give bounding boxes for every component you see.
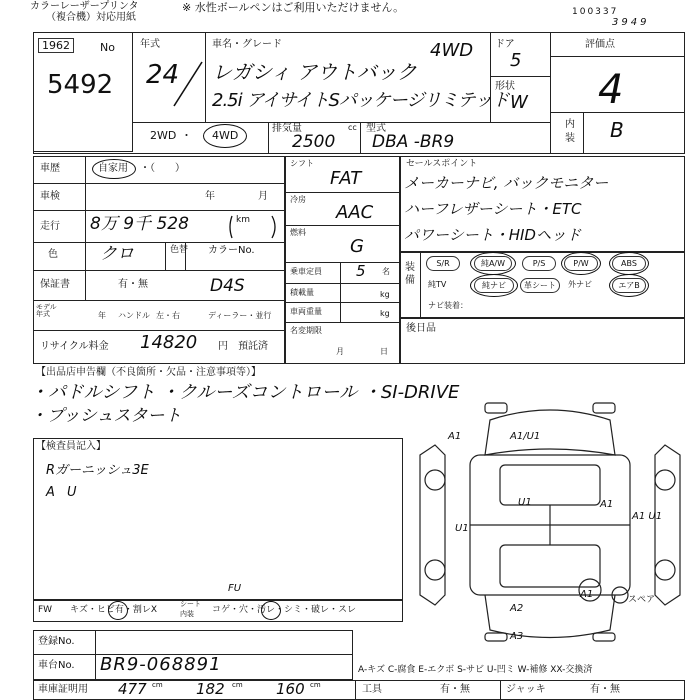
seat-circle bbox=[261, 601, 281, 620]
reg-date-day: 日 bbox=[380, 347, 388, 356]
model-year-unit: 年 bbox=[98, 311, 106, 320]
disp-label: 排気量 bbox=[272, 123, 302, 134]
score-label: 評価点 bbox=[585, 39, 615, 50]
mileage-unit: km bbox=[236, 215, 250, 225]
inspection-year: 年 bbox=[205, 191, 215, 202]
garage-cert-label: 車庫証明用 bbox=[38, 684, 88, 695]
year-label: 年式 bbox=[140, 39, 160, 50]
spare-label: スペア bbox=[628, 595, 656, 605]
equip-aw: 純A/W bbox=[474, 256, 512, 271]
jack-opts: 有・無 bbox=[590, 684, 620, 695]
mileage-bracket bbox=[228, 212, 284, 242]
inspection-label: 車検 bbox=[40, 191, 60, 202]
equip-leather: 革シート bbox=[520, 278, 560, 293]
mark-a2-rear: A2 bbox=[510, 603, 524, 614]
model-label: 型式 bbox=[366, 123, 386, 134]
seat-label: シート bbox=[180, 600, 201, 608]
car-grade: 2.5i アイサイトSパッケージリミテッド bbox=[212, 90, 509, 111]
tools-label: 工具 bbox=[362, 684, 382, 695]
equip-abs: ABS bbox=[612, 256, 646, 271]
equip-navi-circle bbox=[470, 274, 518, 297]
seats-unit: 名 bbox=[382, 267, 390, 276]
weight-label: 車両重量 bbox=[290, 307, 322, 316]
rear-items-label: 後日品 bbox=[406, 323, 436, 334]
handle-label: ハンドル bbox=[118, 311, 150, 320]
aircon-label: 冷房 bbox=[290, 195, 306, 204]
disp-value: 2500 bbox=[292, 132, 336, 152]
equipment-label: 装備 bbox=[405, 262, 415, 286]
interior-label-1: 内 bbox=[565, 119, 575, 130]
disp-unit: cc bbox=[348, 123, 357, 132]
recycle-value: 14820 bbox=[140, 332, 198, 353]
recycle-label: リサイクル料金 bbox=[40, 341, 109, 352]
interior-label-2: 装 bbox=[565, 133, 575, 144]
dim-unit-1: cm bbox=[152, 681, 163, 689]
warranty-opts: 有・無 bbox=[118, 279, 148, 290]
mark-u1-roof: U1 bbox=[518, 497, 532, 508]
dealer-label: ディーラー・並行 bbox=[208, 311, 272, 320]
sales-item-3: パワーシート・HIDヘッド bbox=[404, 226, 581, 244]
history-circle bbox=[92, 159, 136, 179]
shift-label: シフト bbox=[290, 159, 314, 168]
inspector-label: 【検査員記入】 bbox=[36, 441, 106, 452]
dim-unit-2: cm bbox=[232, 681, 243, 689]
equip-navi: 純ナビ bbox=[474, 278, 514, 293]
drive-handwritten: 4WD bbox=[430, 40, 474, 61]
drive-separator: ・ bbox=[181, 129, 192, 142]
equip-ext-navi: 外ナビ bbox=[568, 280, 592, 289]
inspector-line-1: Rガーニッシュ3E bbox=[46, 463, 149, 478]
drive-4wd-circle bbox=[203, 124, 247, 148]
history-rest: ・（ ） bbox=[140, 163, 185, 174]
equip-aw-circle bbox=[470, 252, 516, 275]
aircon-value: AAC bbox=[336, 202, 374, 223]
printer-note: カラーレーザープリンタ bbox=[30, 1, 139, 12]
mark-u1-side: U1 bbox=[455, 523, 469, 534]
top-right-number2: 3949 bbox=[612, 17, 650, 28]
navi-label: ナビ装着： bbox=[428, 301, 468, 310]
rear-items-frame bbox=[400, 318, 685, 364]
model-value: DBA -BR9 bbox=[372, 132, 455, 152]
lot-year-label: 1962 bbox=[38, 38, 74, 53]
fw-label: FW bbox=[38, 605, 53, 615]
equip-airbag-circle bbox=[609, 274, 649, 297]
top-right-number: 100337 bbox=[572, 7, 619, 17]
color-no-value: D4S bbox=[210, 276, 245, 296]
inspector-line-2: A U bbox=[46, 485, 81, 500]
mark-a1-u1-right: A1 U1 bbox=[632, 511, 663, 522]
color-no-label: カラーNo. bbox=[208, 245, 255, 256]
sales-label: セールスポイント bbox=[406, 159, 478, 169]
equip-airbag: エアB bbox=[612, 278, 646, 293]
dim-2: 182 bbox=[196, 680, 225, 698]
jack-label: ジャッキ bbox=[506, 684, 546, 695]
chassis-label: 車台No. bbox=[38, 660, 75, 671]
seat-sub-label: 内装 bbox=[180, 610, 194, 618]
load-label: 積載量 bbox=[290, 288, 314, 297]
equip-ps: P/S bbox=[522, 256, 556, 271]
name-label: 車名・グレード bbox=[212, 39, 282, 50]
fw-opts: キズ・ヒビ有・割レX bbox=[70, 605, 157, 615]
dim-3: 160 bbox=[276, 680, 305, 698]
mark-a1-u1-front: A1/U1 bbox=[510, 431, 541, 442]
year-value: 24 bbox=[146, 60, 180, 90]
remarks-line-2: ・プッシュスタート bbox=[30, 406, 182, 426]
shift-value: FAT bbox=[330, 168, 362, 189]
equip-tv: 純TV bbox=[428, 280, 447, 289]
seats-value: 5 bbox=[356, 262, 366, 280]
dim-unit-3: cm bbox=[310, 681, 321, 689]
seats-label: 乗車定員 bbox=[290, 267, 322, 276]
car-name: レガシィ アウトバック bbox=[212, 60, 417, 84]
paper-note: （複合機）対応用紙 bbox=[46, 12, 136, 23]
dim-1: 477 bbox=[118, 680, 147, 698]
sales-item-2: ハーフレザーシート・ETC bbox=[404, 200, 582, 218]
doors-value: 5 bbox=[510, 50, 522, 71]
reg-date-label: 名変期限 bbox=[290, 326, 322, 335]
mark-a3-rear: A3 bbox=[510, 631, 524, 642]
shape-label: 形状 bbox=[495, 81, 515, 92]
interior-value: B bbox=[610, 118, 624, 142]
lot-number: 5492 bbox=[47, 70, 114, 100]
mileage-label: 走行 bbox=[40, 221, 60, 232]
shape-value: W bbox=[510, 92, 528, 113]
model-year-label: モデル年式 bbox=[36, 303, 57, 318]
chassis-value: BR9-068891 bbox=[100, 654, 222, 675]
year-slash bbox=[168, 58, 208, 110]
equip-abs-circle bbox=[609, 252, 649, 275]
color-value: クロ bbox=[100, 244, 134, 264]
history-label: 車歴 bbox=[40, 163, 60, 174]
drive-4wd: 4WD bbox=[212, 129, 239, 142]
mileage-value: 8万 9千 528 bbox=[90, 214, 189, 234]
lot-no-label: No bbox=[100, 41, 115, 54]
seat-opts: コゲ・穴・汚レ・シミ・破レ・スレ bbox=[212, 605, 357, 615]
fw-handwritten-mark: FU bbox=[228, 583, 242, 594]
inspection-month: 月 bbox=[258, 191, 268, 202]
weight-unit: kg bbox=[380, 309, 390, 318]
equip-sr: S/R bbox=[426, 256, 460, 271]
pen-notice: ※ 水性ボールペンはご利用いただけません。 bbox=[182, 1, 405, 14]
equip-pw: P/W bbox=[564, 256, 598, 271]
load-unit: kg bbox=[380, 290, 390, 299]
color-change-label: 色替 bbox=[170, 245, 189, 255]
warranty-label: 保証書 bbox=[40, 279, 70, 290]
fuel-value: G bbox=[350, 236, 364, 257]
tools-opts: 有・無 bbox=[440, 684, 470, 695]
reg-label: 登録No. bbox=[38, 636, 75, 647]
handle-opts: 左・右 bbox=[156, 311, 180, 320]
fuel-label: 燃料 bbox=[290, 228, 306, 237]
remarks-label: 【出品店申告欄（不良箇所・欠品・注意事項等）】 bbox=[36, 367, 261, 378]
score-value: 4 bbox=[598, 67, 624, 113]
fw-circle bbox=[108, 601, 128, 620]
mark-a1-rear-right: A1 bbox=[580, 589, 594, 600]
mark-a1-left: A1 bbox=[448, 431, 462, 442]
history-value: 自家用 bbox=[98, 163, 128, 174]
damage-legend: A-キズ C-腐食 E-エクボ S-サビ U-凹ミ W-補修 XX-交換済 bbox=[358, 665, 593, 675]
recycle-note: 預託済 bbox=[238, 341, 268, 352]
sales-item-1: メーカーナビ, バックモニター bbox=[404, 174, 609, 192]
recycle-unit: 円 bbox=[218, 341, 228, 352]
reg-date-month: 月 bbox=[336, 347, 344, 356]
color-label: 色 bbox=[48, 249, 58, 260]
equip-pw-circle bbox=[561, 252, 601, 275]
remarks-line-1: ・パドルシフト ・クルーズコントロール ・SI-DRIVE bbox=[30, 382, 460, 403]
drive-2wd: 2WD bbox=[150, 129, 177, 142]
doors-label: ドア bbox=[495, 39, 515, 50]
mark-a1-right: A1 bbox=[600, 499, 614, 510]
